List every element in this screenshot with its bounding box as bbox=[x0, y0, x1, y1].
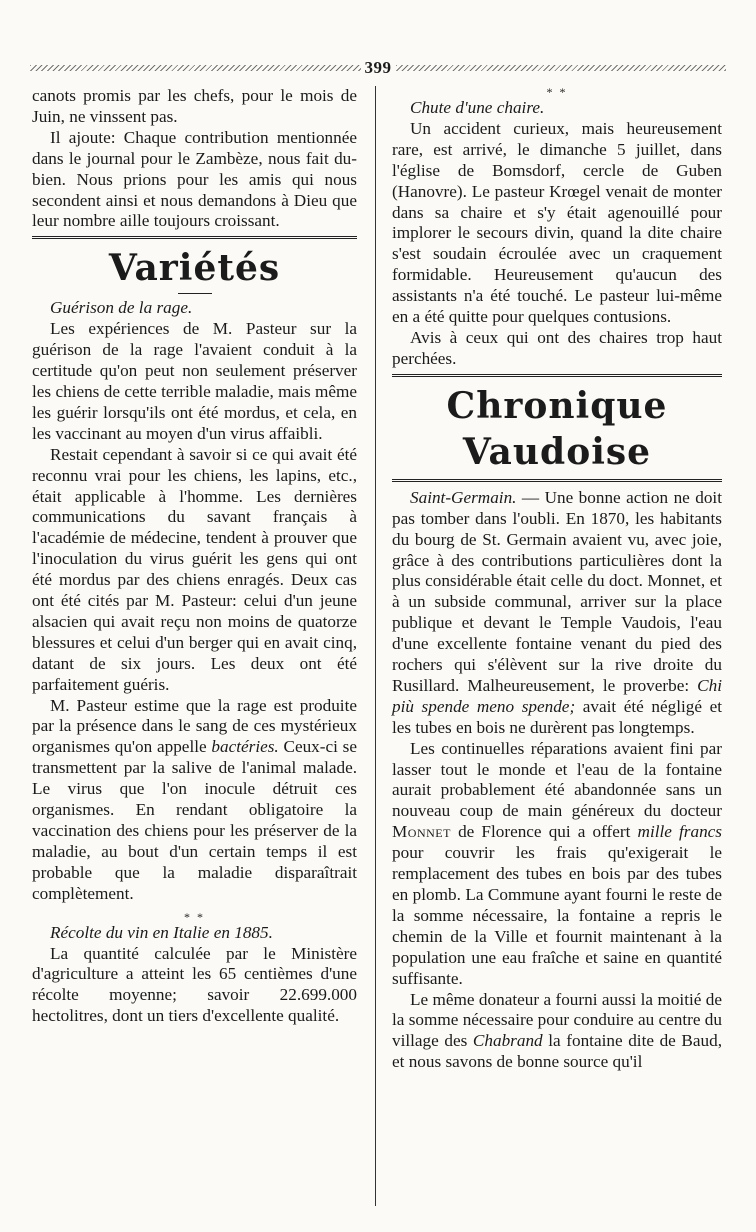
emphasis: bactéries. bbox=[211, 737, 279, 757]
text-run: M. Pasteur estime que la rage est produite par la présence dans le sang de ces mystérieux organismes qu'on appelle bbox=[32, 695, 357, 757]
text-run: Le même donateur a fourni aussi la moitié de la somme nécessaire pour conduire au centre du village des bbox=[392, 989, 722, 1051]
text-run: Les continuelles réparations avaient fini par lasser tout le monde et l'eau de la fontaine aurait probablement été abandonnée sans un nouveau coup de main généreux du docteur bbox=[392, 738, 722, 821]
article-paragraph bbox=[392, 739, 722, 990]
separator-stars: * * bbox=[546, 85, 568, 99]
place-name: Saint-Germain. bbox=[410, 487, 517, 507]
text-run: Ceux-ci se transmettent par la salive de l'animal malade. Le virus que l'on inocule détruit ces organismes. En rendant obligatoire la vaccination des chiens pour les préserver de la maladie, au bout d'un certain temps il est probable que la maladie disparaîtrait complètement. bbox=[32, 737, 357, 903]
header-rule-left bbox=[30, 65, 361, 71]
text-run: de Florence qui a offert bbox=[450, 822, 638, 842]
article-title: Chute d'une chaire. bbox=[410, 98, 545, 117]
article-paragraph: Un accident curieux, mais heureusement rare, est arrivé, le dimanche 5 juillet, dans l'église de Bomsdorf, cercle de Guben (Hanovre). Le pasteur Krœgel venait de monter dans sa chaire et s'y était agenouillé pour implorer le secours divin, quand la dite chaire s'est soudain écroulée avec un craquement formidable. Heureusement qu'aucun des assistants n'a été touché. Le pasteur lui-même en a été quitte pour quelques contusions. bbox=[392, 118, 722, 327]
section-title-chronique: Chronique Vaudoise bbox=[446, 384, 668, 473]
article-paragraph bbox=[392, 990, 722, 1074]
page-header bbox=[30, 56, 726, 80]
intro-paragraph: Il ajoute: Chaque contribution mentionnée dans le journal pour le Zambèze, nous fait du-bien. Nous prions pour les amis qui nous secondent ainsi et nous demandons à Dieu que leur nombre aille toujours croissant. bbox=[32, 127, 357, 231]
emphasis: Chi più spende meno spende; bbox=[392, 675, 722, 716]
emphasis: Chabrand bbox=[472, 1031, 543, 1051]
article-paragraph: La quantité calculée par le Ministère d'agriculture a atteint les 65 centièmes d'une récolte moyenne; savoir 22.699.000 hectolitres, dont un tiers d'excellente qualité. bbox=[32, 943, 357, 1026]
emphasis: mille francs bbox=[637, 822, 722, 842]
text-run: la fontaine dite de Baud, et nous savons de bonne source qu'il bbox=[392, 1031, 722, 1072]
short-rule bbox=[178, 293, 212, 294]
article-paragraph bbox=[32, 696, 357, 905]
text-run: Récolte du vin en Italie en bbox=[50, 922, 235, 942]
title-year: 1885. bbox=[234, 922, 273, 942]
right-column bbox=[392, 86, 722, 1073]
header-rule-right bbox=[396, 65, 727, 71]
separator-stars: * * bbox=[184, 909, 205, 924]
text-run: pour couvrir les frais qu'exigerait le remplacement des tubes en bois par des tubes en plomb. La Commune ayant fourni le reste de la somme nécessaire, la fontaine a repris le chemin de la Ville et fournit maintenant à la population une eau fraîche et saine en quantité suffisante. bbox=[392, 843, 722, 988]
article-paragraph bbox=[392, 488, 722, 739]
article-paragraph: Restait cependant à savoir si ce qui avait été reconnu vrai pour les chiens, les lapins, etc., était applicable à l'homme. Les dernières communications du savant français à l'académie de médecine, tendent à prouver que l'inoculation du virus guérit les gens qui ont été mordus par des chiens enragés. Deux cas ont été cités par M. Pasteur: celui d'un jeune alsacien qui avait reçu non moins de quatorze blessures et celui d'un berger qui en avait cinq, datant de six jours. Les deux ont été parfaitement guéris. bbox=[32, 444, 357, 694]
article-paragraph: Les expériences de M. Pasteur sur la guérison de la rage l'avaient conduit à la certitude qu'on peut non seulement préserver les chiens de cette terrible maladie, mais même les guérir lorsqu'ils ont été mordus, et cela, en les vaccinant au moyen d'un virus affaibli. bbox=[32, 319, 357, 443]
text-run: avait été négligé et les tubes en bois ne durèrent pas longtemps. bbox=[392, 696, 722, 737]
left-column bbox=[32, 86, 357, 1027]
column-divider bbox=[375, 86, 376, 1206]
page-number: 399 bbox=[364, 58, 392, 77]
section-rule bbox=[392, 479, 722, 482]
person-name: Monnet bbox=[392, 822, 451, 842]
article-title: Guérison de la rage. bbox=[50, 298, 193, 318]
section-rule bbox=[392, 374, 722, 377]
section-title-varietes: Variétés bbox=[108, 247, 281, 290]
article-paragraph: Avis à ceux qui ont des chaires trop haut perchées. bbox=[392, 327, 722, 368]
section-rule bbox=[32, 236, 357, 239]
intro-line: canots promis par les chefs, pour le mois de Juin, ne vinssent pas. bbox=[32, 86, 357, 126]
text-run: — Une bonne action ne doit pas tomber dans l'oubli. En 1870, les habitants du bourg de St. Germain avaient vu, avec joie, grâce à des contributions particulières dont la plus considérable était celle du doct. Monnet, et à un subside communal, arriver sur la place publique et devant le Temple Vaudois, l'eau d'une excellente fontaine venant du pied des rochers qui s'élèvent sur la rive droite du Rusillard. Malheureusement, le proverbe: bbox=[392, 487, 722, 695]
article-title bbox=[32, 923, 357, 944]
